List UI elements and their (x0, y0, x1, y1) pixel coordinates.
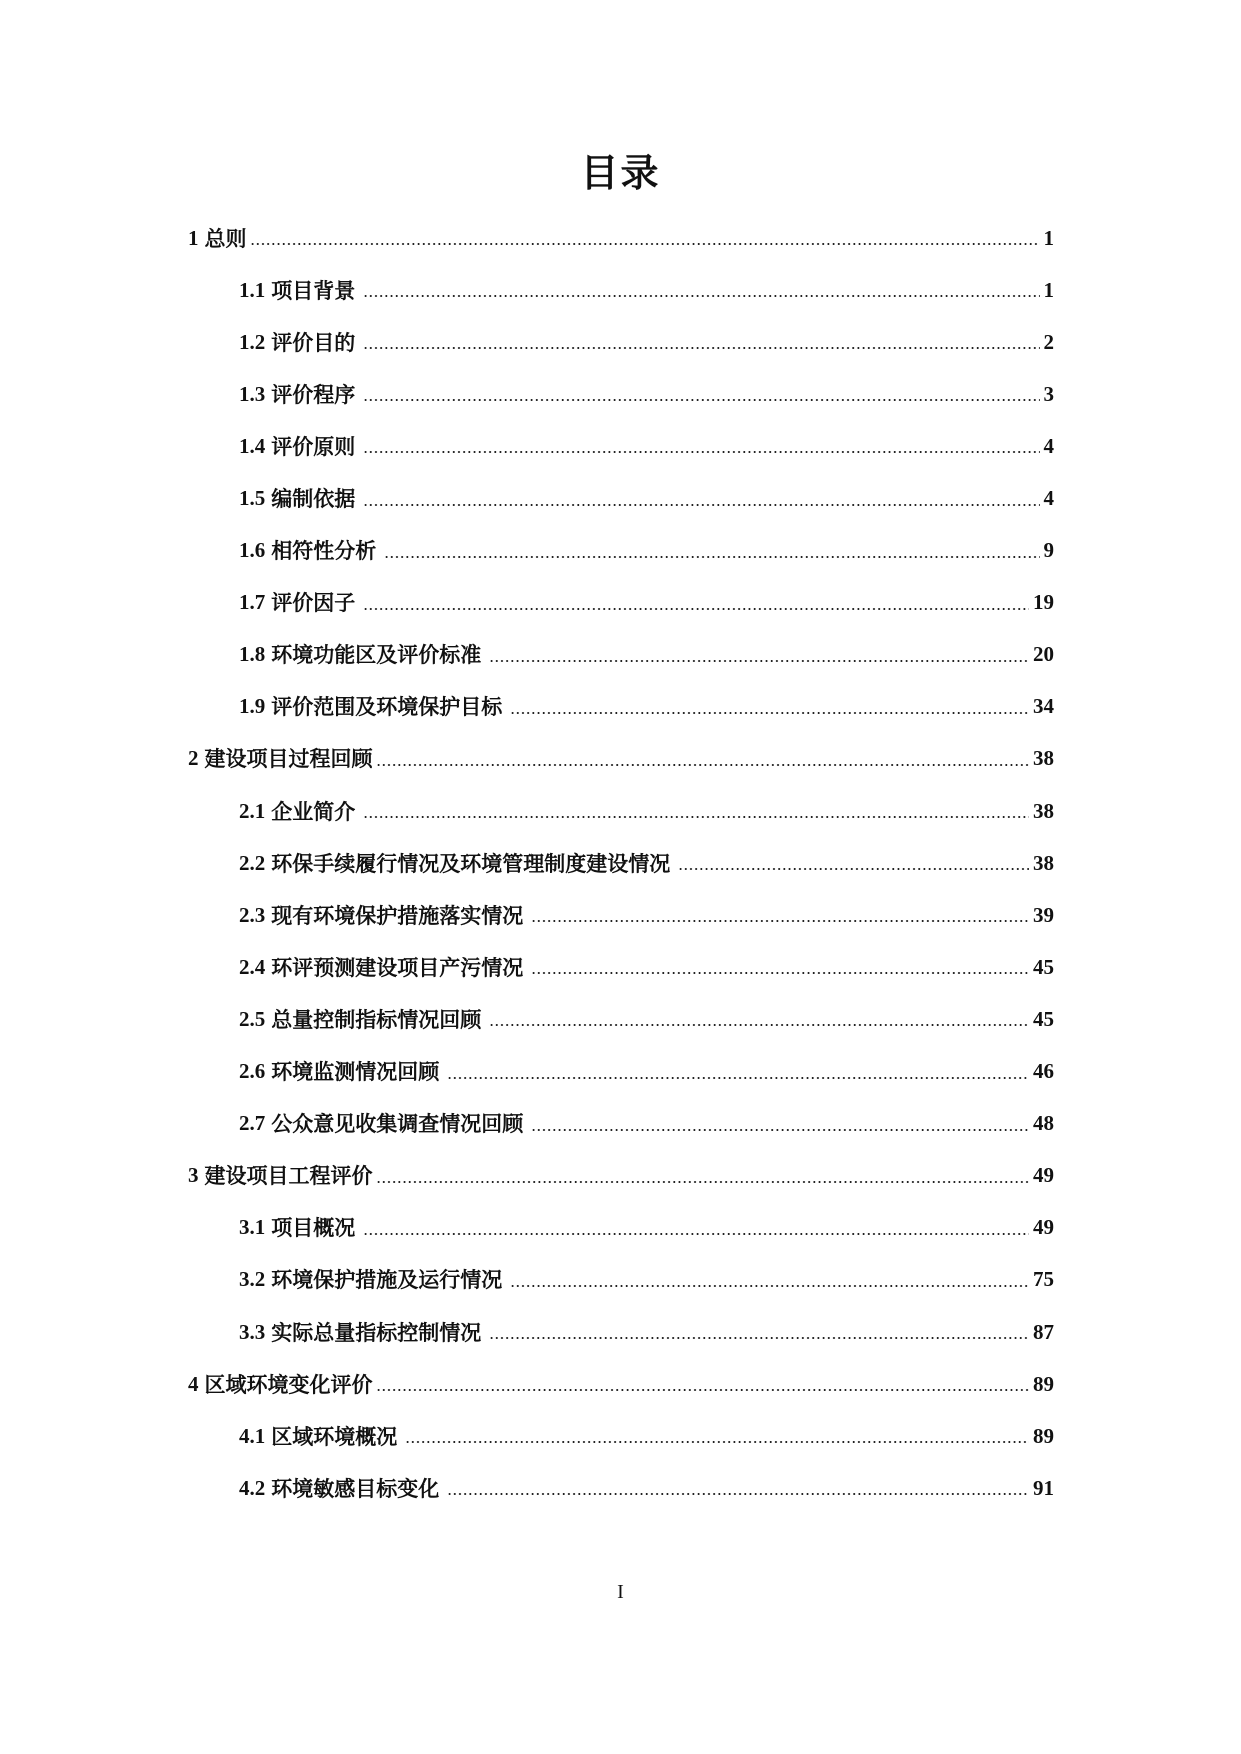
toc-entry-title: 相符性分析 (271, 538, 377, 564)
toc-entry-page: 49 (1033, 1215, 1054, 1240)
toc-entry-title: 总量控制指标情况回顾 (271, 1006, 482, 1032)
toc-entry-number: 1.1 (239, 277, 266, 302)
toc-section-entry[interactable] (188, 889, 1054, 941)
toc-section-entry[interactable] (188, 681, 1054, 733)
toc-entry-title: 建设项目工程评价 (204, 1163, 373, 1189)
toc-entry-title: 评价原则 (271, 433, 356, 459)
toc-entry-number: 2.1 (239, 798, 266, 823)
toc-entry-page: 49 (1033, 1163, 1054, 1188)
toc-entry-number: 1.5 (239, 486, 266, 511)
dot-leader (363, 295, 1039, 297)
dot-leader (405, 1441, 1029, 1443)
toc-entry-page: 87 (1033, 1319, 1054, 1344)
toc-entry-title: 评价因子 (271, 590, 356, 616)
toc-entry-page: 91 (1033, 1475, 1054, 1500)
toc-entry-title: 环境保护措施及运行情况 (271, 1267, 503, 1293)
toc-section-entry[interactable] (188, 264, 1054, 316)
toc-entry-page: 38 (1033, 746, 1054, 771)
toc-entry-number: 2.2 (239, 850, 266, 875)
toc-entry-title: 现有环境保护措施落实情况 (271, 902, 524, 928)
dot-leader (363, 504, 1039, 506)
dot-leader (376, 764, 1030, 766)
toc-entry-title: 项目背景 (271, 277, 356, 303)
toc-entry-page: 3 (1043, 381, 1054, 406)
toc-entry-title: 项目概况 (271, 1215, 356, 1241)
toc-chapter-entry[interactable] (188, 733, 1054, 785)
toc-entry-page: 45 (1033, 954, 1054, 979)
toc-entry-title: 区域环境概况 (271, 1423, 398, 1449)
toc-section-entry[interactable] (188, 785, 1054, 837)
toc-entry-number: 3 (188, 1163, 199, 1188)
toc-entry-number: 2.4 (239, 954, 266, 979)
toc-chapter-entry[interactable] (188, 212, 1054, 264)
toc-section-entry[interactable] (188, 837, 1054, 889)
toc-entry-page: 46 (1033, 1059, 1054, 1084)
toc-entry-number: 1.3 (239, 381, 266, 406)
toc-entry-page: 38 (1033, 798, 1054, 823)
dot-leader (363, 451, 1039, 453)
dot-leader (531, 972, 1029, 974)
toc-section-entry[interactable] (188, 941, 1054, 993)
toc-entry-title: 编制依据 (271, 486, 356, 512)
toc-entry-page: 48 (1033, 1111, 1054, 1136)
dot-leader (531, 1129, 1029, 1131)
dot-leader (531, 920, 1029, 922)
toc-section-entry[interactable] (188, 1410, 1054, 1462)
toc-entry-number: 3.3 (239, 1319, 266, 1344)
toc-entry-page: 1 (1043, 225, 1054, 250)
dot-leader (376, 1181, 1030, 1183)
toc-section-entry[interactable] (188, 1098, 1054, 1150)
toc-section-entry[interactable] (188, 1254, 1054, 1306)
toc-section-entry[interactable] (188, 577, 1054, 629)
toc-entry-title: 评价范围及环境保护目标 (271, 694, 503, 720)
toc-entry-title: 公众意见收集调查情况回顾 (271, 1111, 524, 1137)
page-number: I (617, 1581, 624, 1603)
table-of-contents (188, 212, 1054, 1514)
toc-entry-title: 环保手续履行情况及环境管理制度建设情况 (271, 850, 671, 876)
dot-leader (376, 1389, 1030, 1391)
toc-entry-page: 34 (1033, 694, 1054, 719)
page-title: 目录 (580, 150, 661, 195)
toc-entry-title: 实际总量指标控制情况 (271, 1319, 482, 1345)
toc-entry-page: 75 (1033, 1267, 1054, 1292)
toc-section-entry[interactable] (188, 1046, 1054, 1098)
toc-entry-page: 19 (1033, 590, 1054, 615)
dot-leader (363, 816, 1029, 818)
toc-entry-number: 1.7 (239, 590, 266, 615)
toc-entry-number: 4.2 (239, 1475, 266, 1500)
toc-section-entry[interactable] (188, 1462, 1054, 1514)
toc-entry-page: 20 (1033, 642, 1054, 667)
toc-entry-number: 2.3 (239, 902, 266, 927)
toc-section-entry[interactable] (188, 368, 1054, 420)
toc-section-entry[interactable] (188, 316, 1054, 368)
toc-entry-title: 区域环境变化评价 (204, 1371, 373, 1397)
toc-entry-number: 1.4 (239, 433, 266, 458)
toc-entry-number: 1.6 (239, 538, 266, 563)
toc-entry-page: 45 (1033, 1006, 1054, 1031)
toc-entry-number: 3.1 (239, 1215, 266, 1240)
toc-entry-title: 总则 (204, 225, 247, 251)
toc-entry-number: 1.9 (239, 694, 266, 719)
toc-entry-page: 4 (1043, 433, 1054, 458)
dot-leader (363, 399, 1039, 401)
toc-entry-title: 环境敏感目标变化 (271, 1475, 440, 1501)
toc-chapter-entry[interactable] (188, 1150, 1054, 1202)
toc-entry-number: 2.7 (239, 1111, 266, 1136)
toc-entry-number: 2.6 (239, 1059, 266, 1084)
dot-leader (363, 1233, 1029, 1235)
dot-leader (678, 868, 1029, 870)
dot-leader (510, 712, 1029, 714)
toc-entry-page: 39 (1033, 902, 1054, 927)
toc-entry-title: 评价目的 (271, 329, 356, 355)
toc-entry-number: 1 (188, 225, 199, 250)
toc-entry-number: 1.8 (239, 642, 266, 667)
toc-entry-number: 4.1 (239, 1423, 266, 1448)
toc-entry-title: 建设项目过程回顾 (204, 746, 373, 772)
toc-chapter-entry[interactable] (188, 1358, 1054, 1410)
dot-leader (447, 1493, 1029, 1495)
toc-entry-number: 2 (188, 746, 199, 771)
toc-entry-page: 9 (1043, 538, 1054, 563)
dot-leader (250, 243, 1040, 245)
toc-entry-title: 环境功能区及评价标准 (271, 642, 482, 668)
toc-section-entry[interactable] (188, 1202, 1054, 1254)
dot-leader (510, 1285, 1029, 1287)
toc-section-entry[interactable] (188, 472, 1054, 524)
toc-entry-title: 环评预测建设项目产污情况 (271, 954, 524, 980)
toc-section-entry[interactable] (188, 525, 1054, 577)
dot-leader (489, 1337, 1029, 1339)
toc-entry-page: 89 (1033, 1371, 1054, 1396)
toc-entry-page: 89 (1033, 1423, 1054, 1448)
dot-leader (489, 660, 1029, 662)
toc-entry-title: 企业简介 (271, 798, 356, 824)
toc-entry-title: 环境监测情况回顾 (271, 1059, 440, 1085)
dot-leader (489, 1024, 1029, 1026)
toc-section-entry[interactable] (188, 420, 1054, 472)
dot-leader (363, 347, 1039, 349)
toc-entry-number: 1.2 (239, 329, 266, 354)
toc-entry-number: 2.5 (239, 1006, 266, 1031)
toc-entry-number: 4 (188, 1371, 199, 1396)
toc-section-entry[interactable] (188, 1306, 1054, 1358)
toc-section-entry[interactable] (188, 629, 1054, 681)
toc-entry-page: 1 (1043, 277, 1054, 302)
toc-entry-title: 评价程序 (271, 381, 356, 407)
toc-entry-page: 38 (1033, 850, 1054, 875)
dot-leader (447, 1077, 1029, 1079)
toc-entry-page: 2 (1043, 329, 1054, 354)
dot-leader (384, 556, 1039, 558)
toc-section-entry[interactable] (188, 993, 1054, 1045)
toc-entry-number: 3.2 (239, 1267, 266, 1292)
toc-entry-page: 4 (1043, 486, 1054, 511)
dot-leader (363, 608, 1029, 610)
